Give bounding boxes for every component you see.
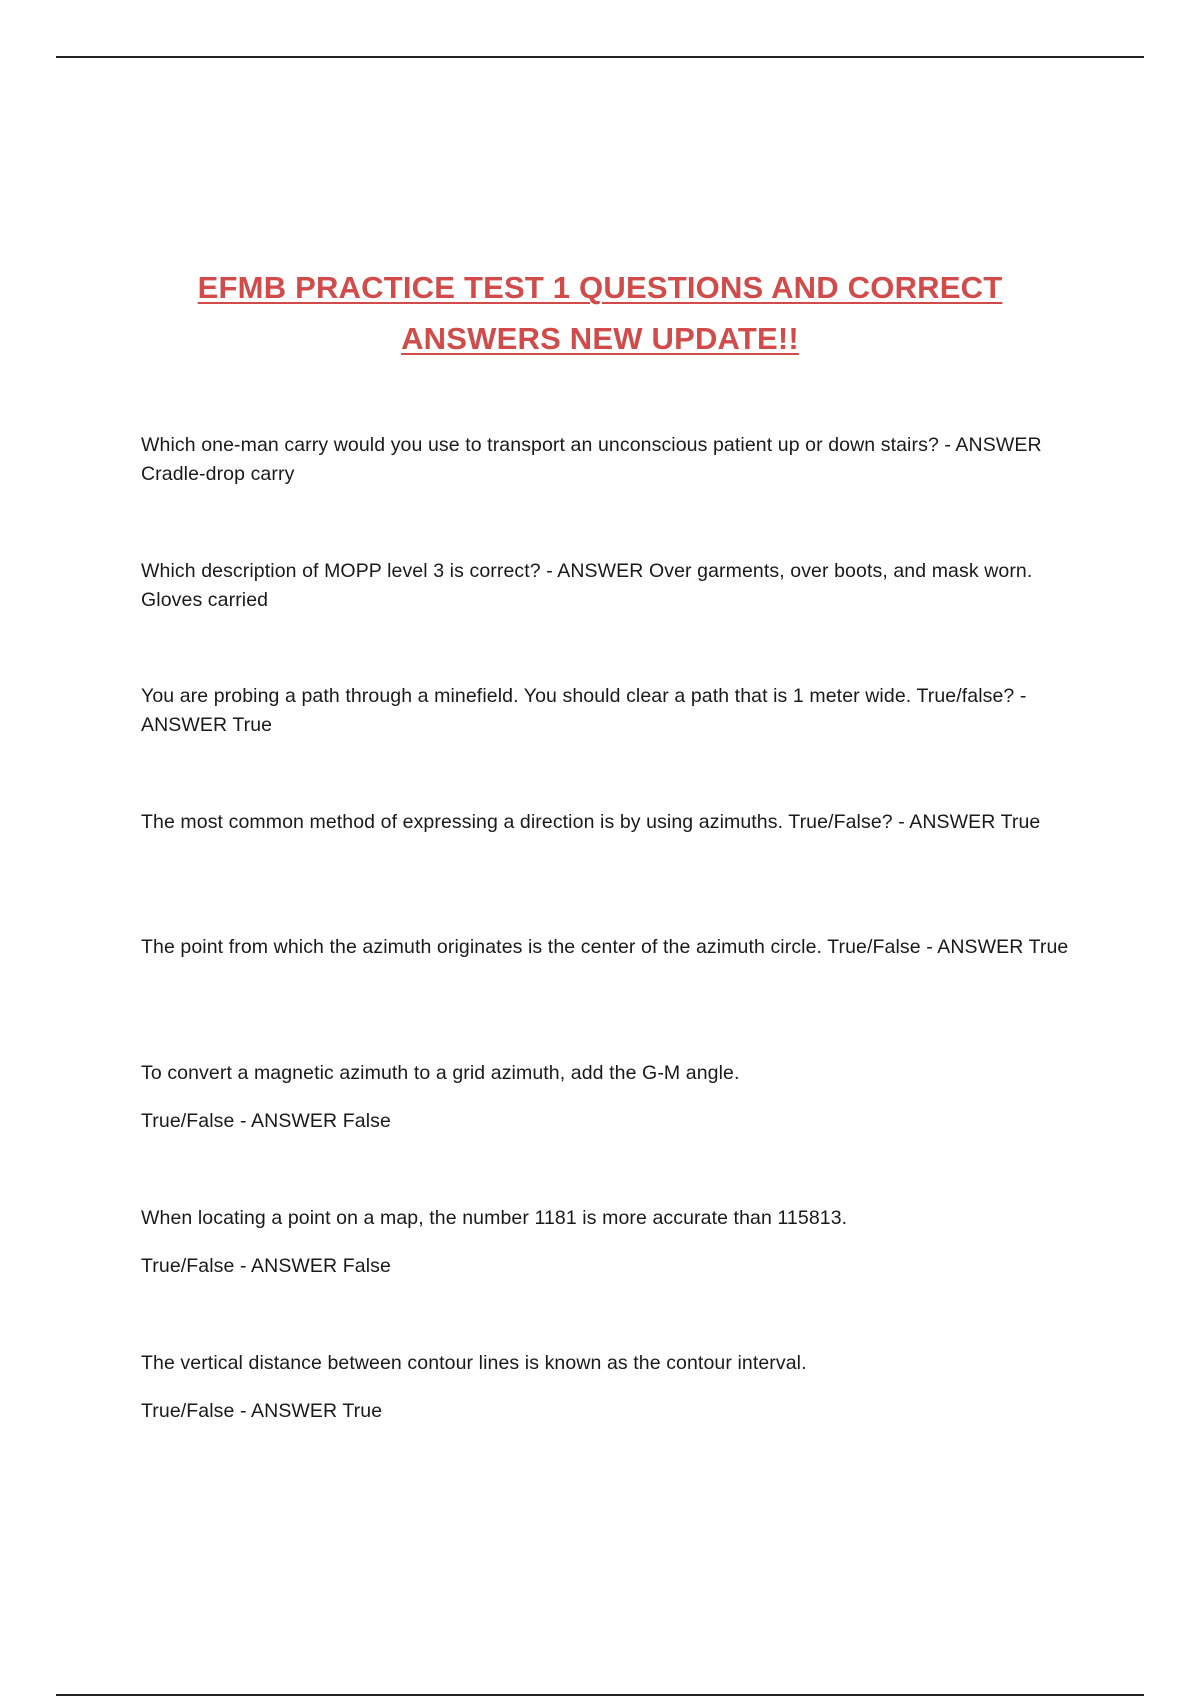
qa-item-6 xyxy=(141,1059,1081,1136)
bottom-rule xyxy=(56,1694,1144,1696)
qa-text: You are probing a path through a minefield. You should clear a path that is 1 meter wide. True/false? - ANSWER True xyxy=(141,685,1027,736)
qa-text: Which one-man carry would you use to transport an unconscious patient up or down stairs? - ANSWER Cradle-drop carry xyxy=(141,434,1042,485)
qa-item-8 xyxy=(141,1349,1081,1426)
qa-answer: True/False - ANSWER False xyxy=(141,1255,391,1277)
qa-question: When locating a point on a map, the number 1181 is more accurate than 115813. xyxy=(141,1207,848,1229)
qa-text: The most common method of expressing a direction is by using azimuths. True/False? - ANSWER True xyxy=(141,811,1041,833)
qa-text: The point from which the azimuth originates is the center of the azimuth circle. True/False - ANSWER True xyxy=(141,936,1069,958)
qa-question: The vertical distance between contour lines is known as the contour interval. xyxy=(141,1352,807,1374)
document-title: EFMB PRACTICE TEST 1 QUESTIONS AND CORRECT ANSWERS NEW UPDATE!! xyxy=(197,270,1003,356)
qa-text: Which description of MOPP level 3 is correct? - ANSWER Over garments, over boots, and mask worn. Gloves carried xyxy=(141,560,1033,611)
qa-item-3 xyxy=(141,682,1081,740)
qa-item-2 xyxy=(141,557,1081,615)
qa-item-4 xyxy=(141,808,1081,837)
qa-item-5 xyxy=(141,933,1081,962)
top-rule xyxy=(56,56,1144,58)
qa-question: To convert a magnetic azimuth to a grid azimuth, add the G-M angle. xyxy=(141,1062,740,1084)
qa-item-1 xyxy=(141,431,1081,489)
qa-answer: True/False - ANSWER True xyxy=(141,1400,383,1422)
qa-item-7 xyxy=(141,1204,1081,1281)
qa-answer: True/False - ANSWER False xyxy=(141,1110,391,1132)
